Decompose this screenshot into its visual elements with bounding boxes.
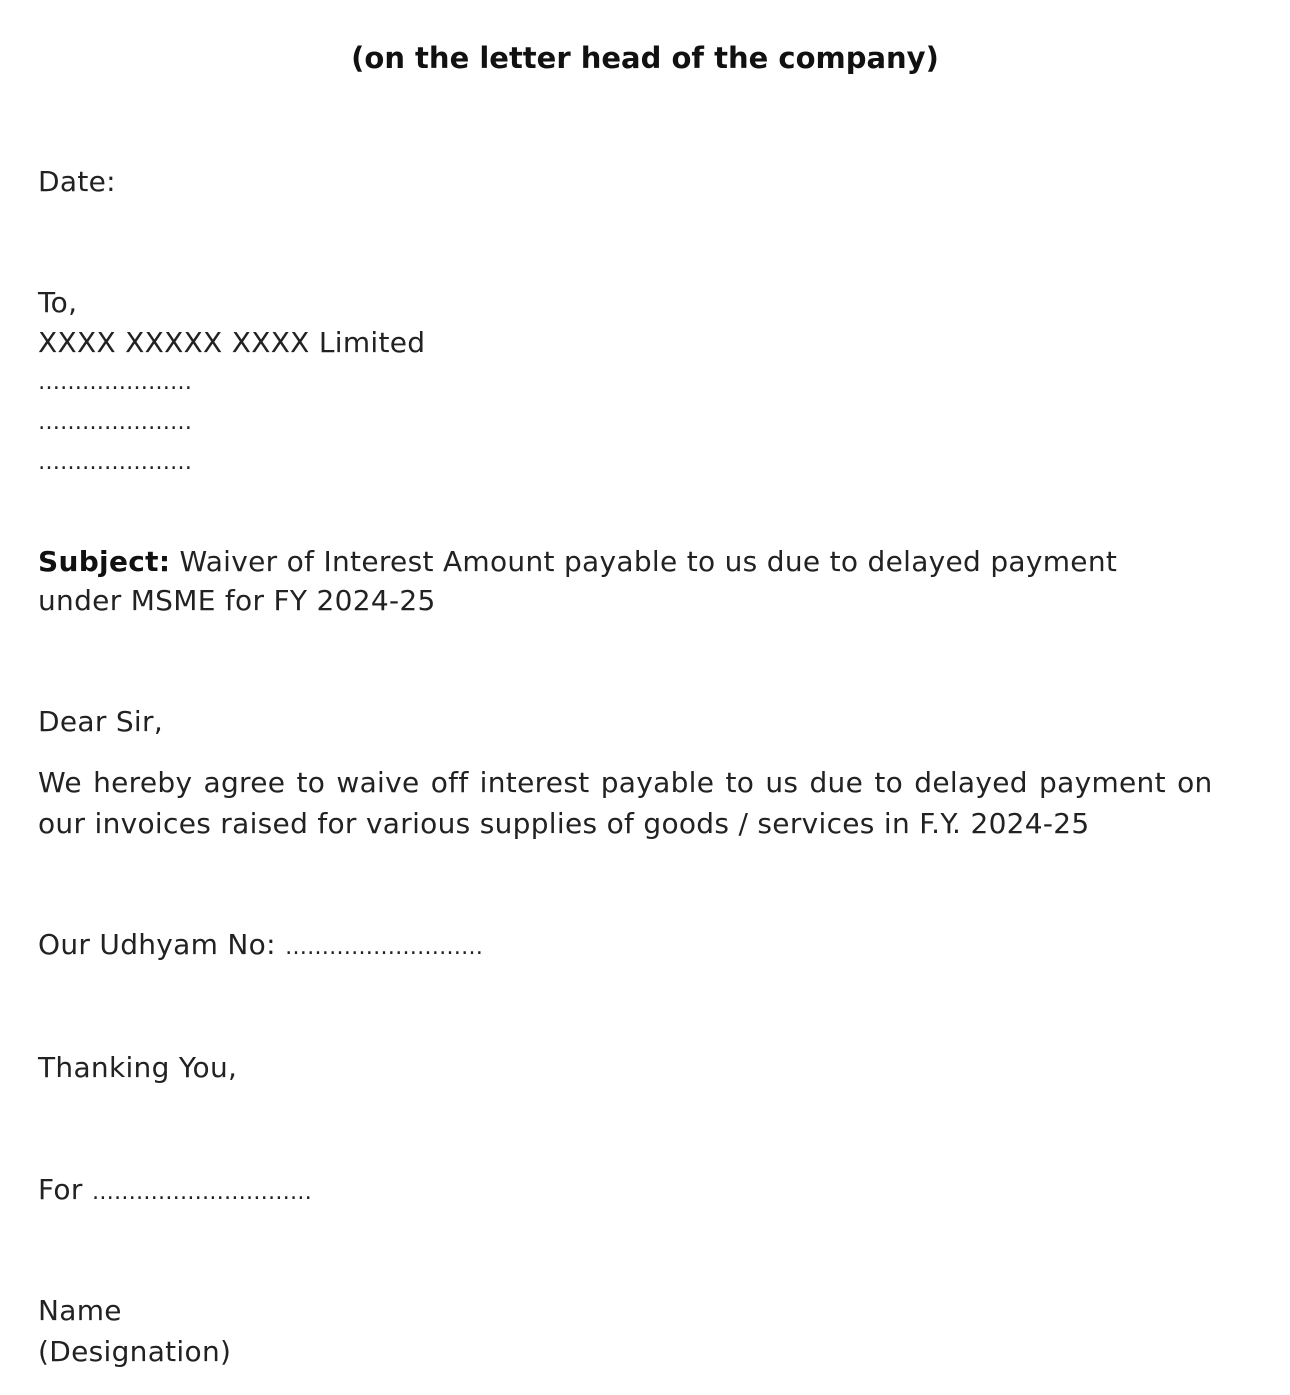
closing: Thanking You, xyxy=(38,1051,238,1084)
subject-label: Subject: xyxy=(38,545,171,578)
date-label: Date: xyxy=(38,165,116,198)
subject-text: Waiver of Interest Amount payable to us due to delayed payment xyxy=(170,545,1118,578)
udhyam-value: ……………………… xyxy=(285,935,484,960)
udhyam-number xyxy=(38,925,483,968)
for-label: For xyxy=(38,1173,83,1206)
for-line xyxy=(38,1170,312,1213)
address-line-2: ………………… xyxy=(38,410,192,435)
signatory-name: Name xyxy=(38,1294,122,1327)
letterhead-note: (on the letter head of the company) xyxy=(351,41,939,75)
subject-line-2: under MSME for FY 2024-25 xyxy=(38,584,436,617)
subject-line-1 xyxy=(38,542,1117,582)
recipient-company: XXXX XXXXX XXXX Limited xyxy=(38,326,426,359)
body-line-1: We hereby agree to waive off interest payable to us due to delayed payment on xyxy=(38,766,1213,799)
salutation: Dear Sir, xyxy=(38,705,164,738)
body-line-2: our invoices raised for various supplies of goods / services in F.Y. 2024-25 xyxy=(38,807,1090,840)
signatory-designation: (Designation) xyxy=(38,1335,232,1368)
address-line-1: ………………… xyxy=(38,370,192,395)
to-label: To, xyxy=(38,286,78,319)
for-value: ………………………… xyxy=(91,1180,312,1205)
address-line-3: ………………… xyxy=(38,450,192,475)
udhyam-label: Our Udhyam No: xyxy=(38,928,276,961)
